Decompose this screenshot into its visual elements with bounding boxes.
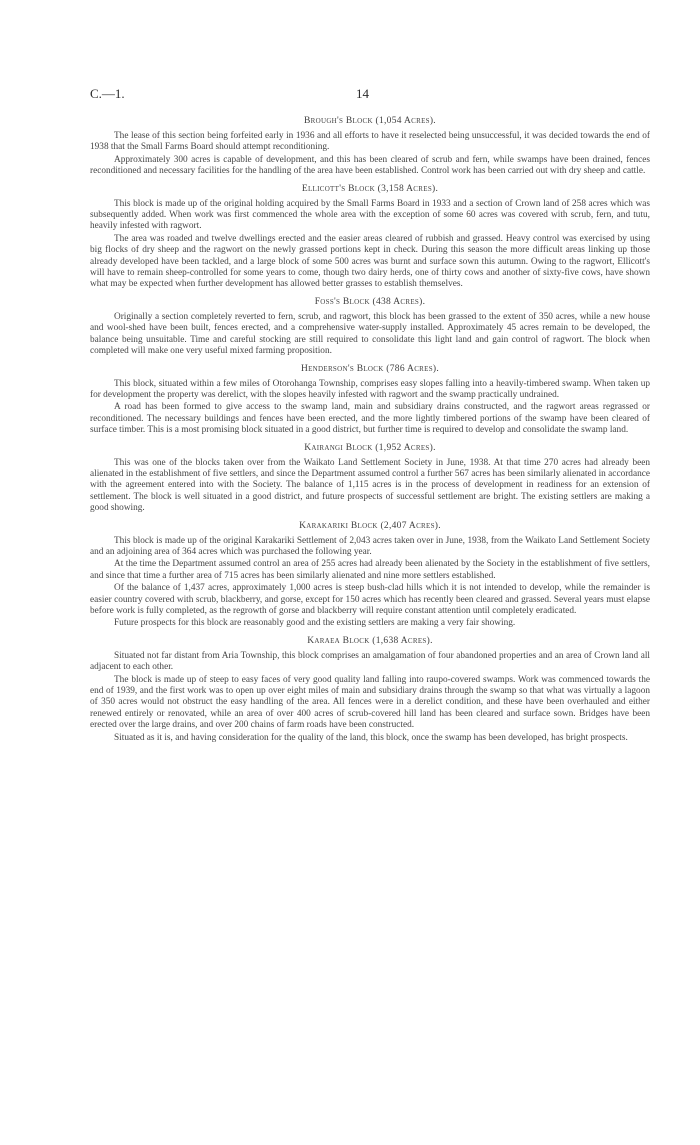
block-title: Brough's Block (1,054 Acres). — [304, 116, 436, 126]
block-section — [90, 364, 650, 437]
body-paragraph: The block is made up of steep to easy faces of very good quality land falling into raupo-covered swamps. Work was commenced towards the end of 1939, and the first work was to open up over eight miles of main and subsidiary drains through the swamp so that what was virtually a lagoon of 350 acres would not obstruct the easy handling of the area. All fences were in a derelict condition, and these have been overhauled and either renewed entirely or renovated, while an area of over 400 acres of scrub-covered hill land has been cleared and surface sown. Bridges have been erected over the large drains, and over 200 chains of farm roads have been constructed. — [90, 674, 650, 731]
block-section — [90, 443, 650, 515]
body-paragraph: Of the balance of 1,437 acres, approximately 1,000 acres is steep bush-clad hills which it is not intended to develop, while the remainder is easier country covered with scrub, blackberry, and gorse, except for 150 acres which has recently been cleared and grassed. Several years must elapse before work is fully completed, as the regrowth of gorse and blackberry will require constant attention until completely eradicated. — [90, 583, 650, 616]
block-title: Karakariki Block (2,407 Acres). — [299, 520, 441, 531]
body-paragraph: Situated not far distant from Aria Township, this block comprises an amalgamation of four abandoned properties and an area of Crown land all adjacent to each other. — [90, 650, 650, 673]
block-section — [90, 297, 650, 358]
block-section — [90, 521, 650, 630]
block-title: Henderson's Block (786 Acres). — [300, 363, 440, 374]
document-code: C.—1. — [90, 86, 125, 101]
block-title: Kairangi Block (1,952 Acres). — [304, 442, 436, 453]
block-title: Foss's Block (438 Acres). — [314, 296, 426, 307]
block-title: Karaea Block (1,638 Acres). — [307, 635, 433, 646]
body-paragraph: This was one of the blocks taken over from the Waikato Land Settlement Society in June, 1938. At that time 270 acres had already been alienated in the establishment of five settlers, and since the Department assumed control a further 567 acres has been similarly alienated in accordance with the agreement entered into with the Society. The balance of 1,115 acres is in the process of development in readiness for an extension of settlement. The block is well situated in a good district, and future prospects of successful settlement are bright. The existing settlers are making a good showing. — [90, 457, 650, 514]
body-paragraph: Future prospects for this block are reasonably good and the existing settlers are making a very fair showing. — [114, 618, 516, 629]
body-paragraph: This block is made up of the original holding acquired by the Small Farms Board in 1933 and a section of Crown land of 258 acres which was subsequently added. When work was first commenced the whole area with the exception of some 60 acres was covered with scrub, fern, and tutu, heavily infested with ragwort. — [90, 198, 650, 232]
body-paragraph: The area was roaded and twelve dwellings erected and the easier areas cleared of rubbish and grassed. Heavy control was exercised by using big flocks of dry sheep and the ragwort on the newly grassed portions kept in check. During this season the more difficult areas linking up those already developed have been tackled, and a large block of some 500 acres was burnt and surface sown this autumn. Owing to the ragwort, Ellicott's will have to remain sheep-controlled for some years to come, though two dairy herds, one of thirty cows and another of sixty-five cows, have shown what may be expected when further development has allowed better grasses to establish themselves. — [90, 233, 650, 290]
block-title: Ellicott's Block (3,158 Acres). — [301, 183, 439, 194]
body-paragraph: This block, situated within a few miles of Otorohanga Township, comprises easy slopes falling into a heavily-timbered swamp. When taken up for development the property was derelict, with the slopes heavily infested with ragwort and the swamp practically undrained. — [90, 378, 650, 400]
body-paragraph: Situated as it is, and having consideration for the quality of the land, this block, once the swamp has been developed, has bright prospects. — [114, 732, 628, 743]
body-paragraph: The lease of this section being forfeited early in 1936 and all efforts to have it reselected being unsuccessful, it was decided towards the end of 1938 that the Small Farms Board should attempt reconditioning. — [90, 131, 650, 153]
page-header — [90, 86, 650, 102]
block-section — [90, 116, 650, 178]
block-section — [90, 184, 650, 291]
block-section — [90, 636, 650, 744]
body-paragraph: This block is made up of the original Karakariki Settlement of 2,043 acres taken over in June, 1938, from the Waikato Land Settlement Society and an adjoining area of 364 acres which was purchased the following year. — [90, 535, 650, 557]
document-body — [90, 116, 650, 745]
body-paragraph: A road has been formed to give access to the swamp land, main and subsidiary drains constructed, and the ragwort areas regrassed or reconditioned. The necessary buildings and fences have been erected, and the more lightly timbered portions of the swamp have been cleared of surface timber. This is a most promising block situated in a good district, but further time is required to develop and consolidate the swamp land. — [90, 402, 650, 436]
page-number: 14 — [356, 86, 369, 101]
body-paragraph: At the time the Department assumed control an area of 255 acres had already been alienated by the Society in the establishment of five settlers, and since that time a further area of 715 acres has been similarly alienated and nine more settlers established. — [90, 559, 650, 581]
body-paragraph: Originally a section completely reverted to fern, scrub, and ragwort, this block has been grassed to the extent of 350 acres, while a new house and wool-shed have been built, fences erected, and a comprehensive water-supply installed. Approximately 45 acres remain to be developed, the balance being unsuitable. Time and careful stocking are still required to consolidate this light land and gain control of ragwort. The block when completed will make one very useful mixed farming proposition. — [90, 311, 650, 357]
body-paragraph: Approximately 300 acres is capable of development, and this has been cleared of scrub and fern, while swamps have been drained, fences reconditioned and necessary facilities for the handling of the area have been established. Control work has been carried out with dry sheep and cattle. — [90, 154, 650, 177]
